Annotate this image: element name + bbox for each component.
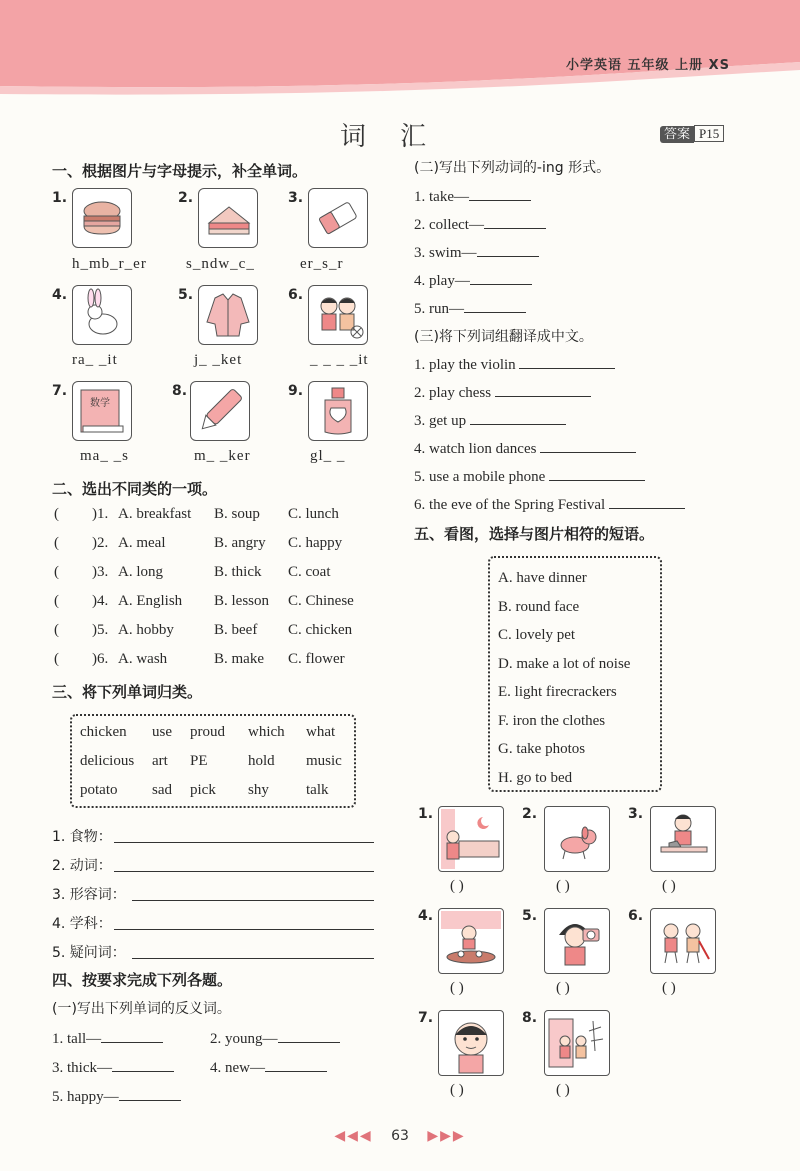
- item-label: 4. new—: [210, 1060, 265, 1076]
- option-a: A. meal: [118, 535, 166, 551]
- item-number: 8.: [172, 383, 188, 399]
- item-number: 2.: [522, 806, 538, 822]
- option-c: C. Chinese: [288, 593, 354, 609]
- dog-icon: [544, 806, 610, 872]
- option-a: A. hobby: [118, 622, 174, 638]
- camera-icon: [544, 908, 610, 974]
- section2-heading: 二、选出不同类的一项。: [52, 480, 218, 498]
- marker-icon: [190, 381, 250, 441]
- answer-line[interactable]: [112, 1057, 174, 1072]
- answer-paren[interactable]: ( ): [450, 980, 464, 996]
- word-bank-box: [70, 714, 356, 808]
- answer-line[interactable]: [265, 1057, 327, 1072]
- odd-one-out-list: [52, 506, 372, 680]
- option-b: B. soup: [214, 506, 260, 522]
- category-row: [52, 884, 374, 904]
- part3-heading: (三)将下列词组翻译成中文。: [414, 329, 593, 345]
- item-label: 2. collect—: [414, 217, 484, 233]
- item-number: 4.: [52, 287, 68, 303]
- list-item: [52, 535, 372, 564]
- answer-line[interactable]: [470, 270, 532, 285]
- translate-item: [414, 410, 566, 430]
- phrase-bank-box: [488, 556, 662, 792]
- option-a: A. breakfast: [118, 506, 192, 522]
- option-b: B. make: [214, 651, 264, 667]
- word: talk: [306, 782, 329, 798]
- word: potato: [80, 782, 118, 798]
- item-number: )4.: [92, 593, 109, 609]
- jacket-icon: [198, 285, 258, 345]
- answer-line[interactable]: [119, 1086, 181, 1101]
- rabbit-icon: [72, 285, 132, 345]
- math-book-icon: [72, 381, 132, 441]
- item-label: 3. thick—: [52, 1060, 112, 1076]
- category-row: [52, 826, 374, 846]
- item-number: 6.: [288, 287, 304, 303]
- word: shy: [248, 782, 269, 798]
- sandwich-icon: [198, 188, 258, 248]
- answer-paren[interactable]: ( ): [450, 1082, 464, 1098]
- word-bank-row: [72, 753, 354, 782]
- answer-line[interactable]: [477, 242, 539, 257]
- option-c: C. flower: [288, 651, 345, 667]
- page-footer: [0, 1128, 800, 1144]
- hamburger-icon: [72, 188, 132, 248]
- word: delicious: [80, 753, 135, 769]
- word-hint: j_ _ket: [194, 352, 243, 368]
- item-label: 3. get up: [414, 413, 467, 429]
- answer-line[interactable]: [470, 410, 566, 425]
- option-c: C. lunch: [288, 506, 339, 522]
- word: what: [306, 724, 336, 740]
- answer-line[interactable]: [540, 438, 636, 453]
- page-number: 63: [391, 1128, 409, 1144]
- word-hint: s_ndw_c_: [186, 256, 255, 272]
- section5-heading: 五、看图，选择与图片相符的短语。: [414, 525, 655, 543]
- phrase-option: A. have dinner: [498, 570, 587, 586]
- list-item: [52, 593, 372, 622]
- word-hint: _ _ _ _it: [310, 352, 369, 368]
- item-label: 6. the eve of the Spring Festival: [414, 497, 606, 513]
- phrase-option: F. iron the clothes: [498, 712, 606, 729]
- answer-paren[interactable]: ( ): [450, 878, 464, 894]
- page-title: 词汇: [339, 122, 460, 152]
- item-number: 5.: [178, 287, 194, 303]
- prev-arrows-icon: ◀◀◀: [334, 1128, 373, 1144]
- item-number: )1.: [92, 506, 109, 522]
- category-label: 3. 形容词：: [52, 887, 126, 903]
- category-row: [52, 913, 374, 933]
- book-label: 数学: [90, 398, 110, 409]
- translate-item: [414, 466, 645, 486]
- option-b: B. angry: [214, 535, 266, 551]
- dinner-icon: [438, 908, 504, 974]
- option-b: B. beef: [214, 622, 258, 638]
- item-number: 1.: [52, 190, 68, 206]
- word: chicken: [80, 724, 127, 740]
- item-label: 4. watch lion dances: [414, 441, 537, 457]
- item-number: 7.: [418, 1010, 434, 1026]
- item-number: 6.: [628, 908, 644, 924]
- phrase-option: G. take photos: [498, 741, 586, 757]
- answer-paren[interactable]: (: [54, 622, 59, 638]
- word-hint: m_ _ker: [194, 448, 251, 464]
- answer-paren[interactable]: (: [54, 593, 59, 609]
- word: music: [306, 753, 342, 769]
- item-number: 4.: [418, 908, 434, 924]
- round-face-icon: [438, 1010, 504, 1076]
- item-label: 3. swim—: [414, 245, 477, 261]
- phrase-option: H. go to bed: [498, 769, 573, 786]
- category-label: 1. 食物：: [52, 829, 112, 845]
- translate-item: [414, 354, 615, 374]
- option-b: B. thick: [214, 564, 262, 580]
- firecracker-icon: [650, 908, 716, 974]
- item-number: )2.: [92, 535, 109, 551]
- item-label: 5. run—: [414, 301, 464, 317]
- answer-paren[interactable]: ( ): [556, 878, 570, 894]
- answer-paren[interactable]: ( ): [662, 878, 676, 894]
- ironing-icon: [650, 806, 716, 872]
- answer-line[interactable]: [609, 494, 685, 509]
- word: pick: [190, 782, 216, 798]
- item-number: 5.: [522, 908, 538, 924]
- answer-line[interactable]: [495, 382, 591, 397]
- list-item: [52, 564, 372, 593]
- phrase-option: D. make a lot of noise: [498, 655, 631, 672]
- part1-heading: (一)写出下列单词的反义词。: [52, 1001, 231, 1017]
- item-number: 7.: [52, 383, 68, 399]
- option-c: C. chicken: [288, 622, 353, 638]
- list-item: [52, 506, 372, 535]
- eraser-icon: [308, 188, 368, 248]
- item-number: 2.: [178, 190, 194, 206]
- option-a: A. wash: [118, 651, 168, 667]
- list-item: [52, 622, 372, 651]
- word: use: [152, 724, 172, 740]
- item-number: )6.: [92, 651, 109, 667]
- item-label: 1. take—: [414, 189, 469, 205]
- option-c: C. coat: [288, 564, 331, 580]
- antonym-item: [210, 1028, 340, 1048]
- answer-paren[interactable]: ( ): [662, 980, 676, 996]
- translate-item: [414, 382, 591, 402]
- answer-line[interactable]: [519, 354, 615, 369]
- next-arrows-icon: ▶▶▶: [427, 1128, 466, 1144]
- answer-line[interactable]: [114, 828, 374, 843]
- section4-heading: 四、按要求完成下列各题。: [52, 971, 233, 989]
- item-label: 5. use a mobile phone: [414, 469, 546, 485]
- category-label: 4. 学科：: [52, 916, 112, 932]
- word-hint: er_s_r: [300, 256, 344, 272]
- item-label: 2. play chess: [414, 385, 492, 401]
- grade-info: 小学英语 五年级 上册 XS: [566, 58, 730, 73]
- word-hint: ra_ _it: [72, 352, 118, 368]
- phrase-option: E. light firecrackers: [498, 684, 617, 700]
- answer-paren[interactable]: (: [54, 535, 59, 551]
- word: art: [152, 753, 168, 769]
- word: PE: [190, 753, 208, 769]
- item-number: 1.: [418, 806, 434, 822]
- word: proud: [190, 724, 225, 740]
- word-hint: ma_ _s: [80, 448, 129, 464]
- category-row: [52, 942, 374, 962]
- answer-label: 答案: [660, 126, 694, 143]
- antonym-item: [52, 1028, 163, 1048]
- list-item: [52, 651, 372, 680]
- item-label: 5. happy—: [52, 1089, 119, 1105]
- answer-page: P15: [694, 125, 724, 142]
- option-a: A. English: [118, 593, 183, 609]
- answer-line[interactable]: [114, 857, 374, 872]
- phrase-option: C. lovely pet: [498, 627, 576, 643]
- answer-paren[interactable]: ( ): [556, 980, 570, 996]
- bedroom-icon: [438, 806, 504, 872]
- item-label: 2. young—: [210, 1031, 278, 1047]
- section3-heading: 三、将下列单词归类。: [52, 683, 203, 701]
- answer-paren[interactable]: ( ): [556, 1082, 570, 1098]
- option-c: C. happy: [288, 535, 343, 551]
- item-number: 9.: [288, 383, 304, 399]
- glue-icon: [308, 381, 368, 441]
- answer-line[interactable]: [469, 186, 531, 201]
- ing-item: [414, 186, 531, 206]
- category-label: 5. 疑问词：: [52, 945, 126, 961]
- word-hint: gl_ _: [310, 448, 346, 464]
- phrase-option: B. round face: [498, 598, 580, 615]
- word: which: [248, 724, 285, 740]
- word-bank-row: [72, 782, 354, 811]
- answer-paren[interactable]: (: [54, 506, 59, 522]
- noisy-scene-icon: [544, 1010, 610, 1076]
- ing-item: [414, 242, 539, 262]
- translate-item: [414, 438, 636, 458]
- quiet-kids-icon: [308, 285, 368, 345]
- ing-item: [414, 214, 546, 234]
- item-number: 8.: [522, 1010, 538, 1026]
- item-label: 1. play the violin: [414, 357, 516, 373]
- ing-item: [414, 270, 532, 290]
- answer-line[interactable]: [484, 214, 546, 229]
- item-label: 4. play—: [414, 273, 470, 289]
- word: sad: [152, 782, 172, 798]
- part2-heading: (二)写出下列动词的-ing 形式。: [414, 160, 611, 176]
- answer-line[interactable]: [132, 886, 374, 901]
- item-number: 3.: [288, 190, 304, 206]
- item-number: 3.: [628, 806, 644, 822]
- item-number: )3.: [92, 564, 109, 580]
- word-hint: h_mb_r_er: [72, 256, 147, 272]
- answer-line[interactable]: [464, 298, 526, 313]
- option-a: A. long: [118, 564, 163, 580]
- phrase-list: [490, 558, 660, 792]
- antonym-item: [52, 1086, 181, 1106]
- section1-heading: 一、根据图片与字母提示，补全单词。: [52, 162, 308, 180]
- category-label: 2. 动词：: [52, 858, 112, 874]
- header-banner: [0, 0, 800, 100]
- answer-line[interactable]: [549, 466, 645, 481]
- answer-line[interactable]: [101, 1028, 163, 1043]
- word: hold: [248, 753, 275, 769]
- translate-item: [414, 494, 685, 514]
- answer-line[interactable]: [278, 1028, 340, 1043]
- word-bank-row: [72, 724, 354, 753]
- ing-item: [414, 298, 526, 318]
- answer-paren[interactable]: (: [54, 564, 59, 580]
- answer-paren[interactable]: (: [54, 651, 59, 667]
- antonym-item: [210, 1057, 327, 1077]
- item-label: 1. tall—: [52, 1031, 102, 1047]
- antonym-item: [52, 1057, 174, 1077]
- answer-tag[interactable]: [660, 123, 724, 142]
- category-row: [52, 855, 374, 875]
- answer-line[interactable]: [114, 915, 374, 930]
- item-number: )5.: [92, 622, 109, 638]
- answer-line[interactable]: [132, 944, 374, 959]
- option-b: B. lesson: [214, 593, 270, 609]
